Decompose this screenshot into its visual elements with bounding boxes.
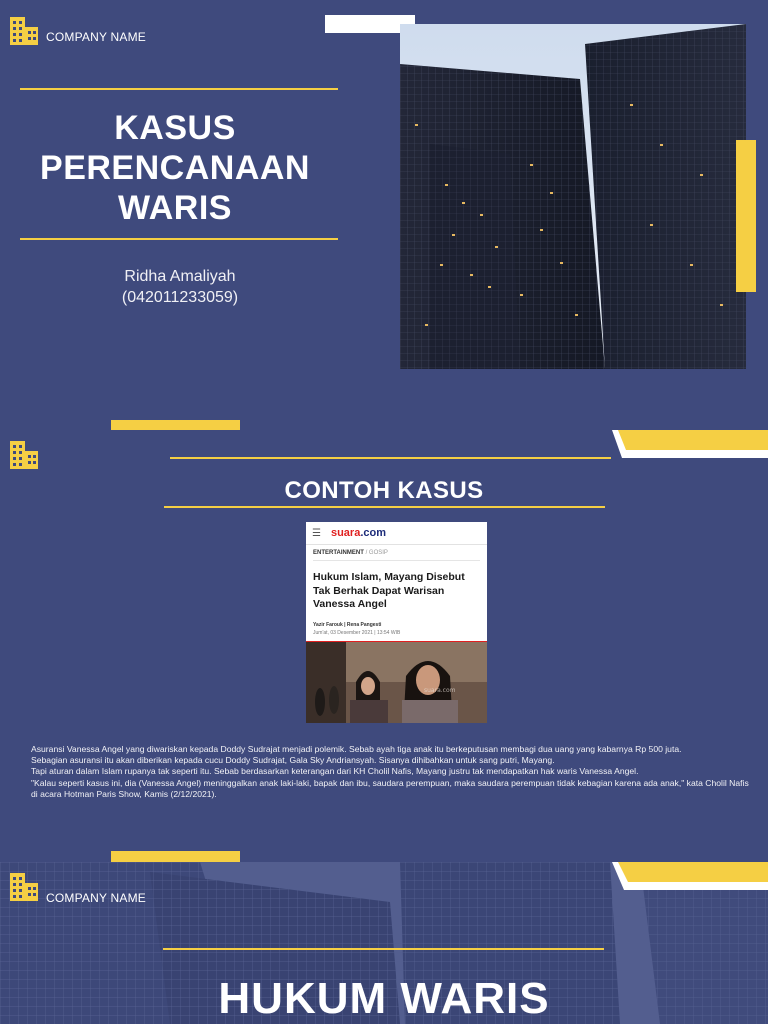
news-category	[306, 545, 487, 556]
case-description	[31, 744, 753, 800]
title-line: WARIS	[118, 189, 232, 227]
author-id: (042011233059)	[121, 289, 239, 306]
corner-ribbon	[612, 430, 768, 458]
slide-title	[0, 0, 768, 398]
slide-inheritance-law	[0, 862, 768, 1024]
paragraph: Sebagian asuransi itu akan diberikan kepada cucu Doddy Sudrajat, Gala Sky Andriansyah. Sisanya dihibahkan untuk sang putri, Mayang.	[31, 755, 555, 766]
section-title: CONTOH KASUS	[284, 477, 484, 504]
slide3-title: HUKUM WARIS	[218, 974, 550, 1023]
paragraph: "Kalau seperti kasus ini, dia (Vanessa Angel) meninggalkan anak laki-laki, bapak dan ibu, saudara perempuan, maka saudara perempuan tidak kebagian karena ada anak," kata Cholil Nafis di acara Hotman Paris Show, Kamis (2/12/2021).	[31, 777, 749, 799]
divider-line	[164, 506, 605, 508]
slide-case-example	[0, 402, 768, 848]
building-logo-icon	[9, 16, 39, 46]
skyscraper-photo	[400, 24, 746, 369]
subcategory-label: / GOSIP	[365, 550, 388, 556]
author-name: Ridha Amaliyah	[124, 268, 236, 285]
building-logo-icon	[9, 872, 39, 902]
brand-main: suara	[330, 527, 361, 539]
news-photo	[306, 642, 487, 723]
title-line: PERENCANAAN	[40, 149, 310, 187]
paragraph: Tapi aturan dalam Islam rupanya tak seperti itu. Sebab berdasarkan keterangan dari KH Cholil Nafis, Mayang justru tak mendapatkan hak waris Vanessa Angel.	[31, 766, 639, 777]
news-headline: Hukum Islam, Mayang Disebut Tak Berhak Dapat Warisan Vanessa Angel	[313, 571, 465, 610]
slide-title-text	[30, 108, 320, 228]
news-screenshot	[306, 522, 487, 723]
author-block	[60, 266, 300, 308]
building-logo-icon	[9, 440, 39, 470]
paragraph: Asuransi Vanessa Angel yang diwariskan kepada Doddy Sudrajat menjadi polemik. Sebab ayah tiga anak itu berkeputusan membagi dua uang yang kabarnya Rp 500 juta.	[31, 744, 682, 754]
title-line: KASUS	[114, 109, 236, 147]
divider-line	[20, 238, 338, 240]
company-name: COMPANY NAME	[46, 891, 146, 905]
category-label: ENTERTAINMENT	[313, 550, 364, 556]
divider-line	[170, 457, 611, 459]
hamburger-icon: ☰	[312, 527, 321, 539]
news-topbar	[306, 522, 487, 545]
brand-suffix: .com	[360, 527, 387, 539]
yellow-accent-bar	[111, 420, 240, 430]
news-brand	[331, 527, 386, 539]
yellow-accent-bar	[111, 851, 240, 862]
divider-line	[20, 88, 338, 90]
corner-ribbon	[612, 862, 768, 890]
news-date: Jum'at, 03 Desember 2021 | 13:54 WIB	[313, 629, 401, 636]
company-name: COMPANY NAME	[46, 30, 146, 44]
news-byline: Yazir Farouk | Rena Pangesti	[313, 621, 382, 628]
photo-watermark: suara.com	[424, 687, 456, 694]
divider-line	[163, 948, 604, 950]
yellow-accent-bar	[736, 140, 756, 292]
